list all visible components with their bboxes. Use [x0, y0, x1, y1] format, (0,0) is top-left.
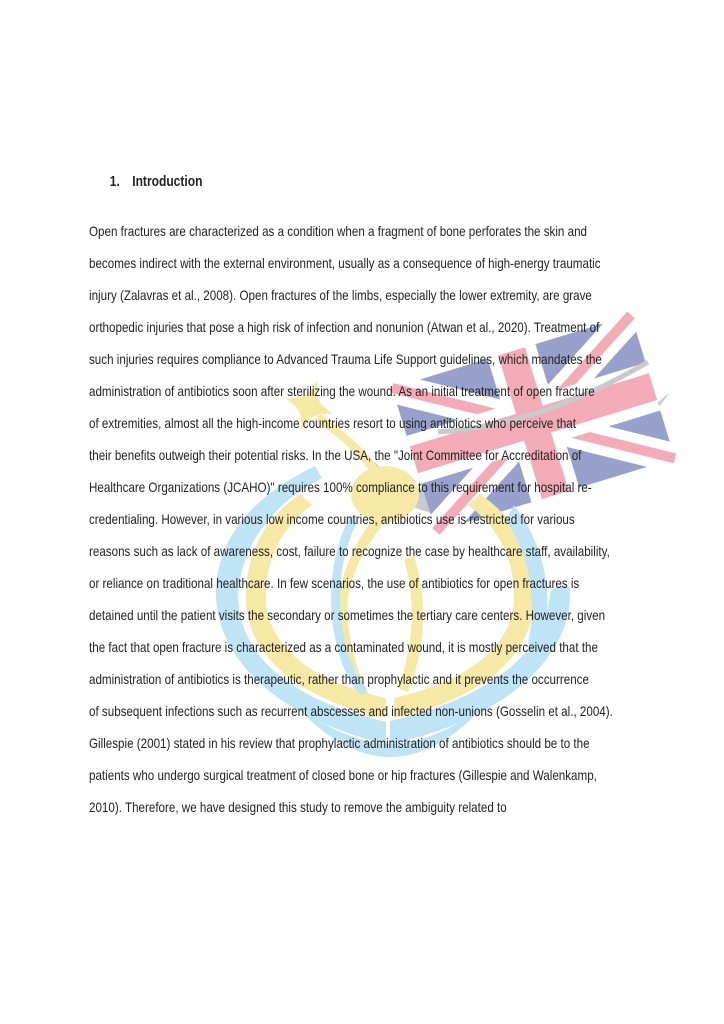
- heading-number: 1.: [109, 174, 120, 190]
- paragraph-line: becomes indirect with the external environment, usually as a consequence of high-energy traumatic: [89, 255, 601, 271]
- paragraph-line: orthopedic injuries that pose a high risk of infection and nonunion (Atwan et al., 2020). Treatment of: [89, 319, 600, 335]
- paragraph-line: of subsequent infections such as recurrent abscesses and infected non-unions (Gosselin et al., 2004).: [89, 703, 613, 719]
- paragraph-line: Gillespie (2001) stated in his review that prophylactic administration of antibiotics should be to the: [89, 735, 590, 751]
- section-heading: [89, 172, 687, 192]
- paragraph: [89, 215, 687, 823]
- paragraph-line: administration of antibiotics is therapeutic, rather than prophylactic and it prevents the occurrence: [89, 671, 589, 687]
- paragraph-line: Healthcare Organizations (JCAHO)" requires 100% compliance to this requirement for hospital re-: [89, 479, 592, 495]
- paragraph-line: reasons such as lack of awareness, cost, failure to recognize the case by healthcare staff, availability,: [89, 543, 610, 559]
- paragraph-line: detained until the patient visits the secondary or sometimes the tertiary care centers. However, given: [89, 607, 606, 623]
- paragraph-line: their benefits outweigh their potential risks. In the USA, the "Joint Committee for Accreditation of: [89, 447, 582, 463]
- paragraph-line: credentialing. However, in various low income countries, antibiotics use is restricted for various: [89, 511, 575, 527]
- paragraph-line: injury (Zalavras et al., 2008). Open fractures of the limbs, especially the lower extremity, are grave: [89, 287, 592, 303]
- paragraph-line: 2010). Therefore, we have designed this study to remove the ambiguity related to: [89, 799, 507, 815]
- paragraph-line: patients who undergo surgical treatment of closed bone or hip fractures (Gillespie and Walenkamp,: [89, 767, 597, 783]
- heading-title: Introduction: [132, 174, 203, 190]
- paragraph-line: or reliance on traditional healthcare. In few scenarios, the use of antibiotics for open fractures is: [89, 575, 580, 591]
- paragraph-line: of extremities, almost all the high-income countries resort to using antibiotics who perceive that: [89, 415, 576, 431]
- document-content: [89, 172, 687, 823]
- paragraph-line: the fact that open fracture is characterized as a contaminated wound, it is mostly perceived that the: [89, 639, 598, 655]
- paragraph-line: administration of antibiotics soon after sterilizing the wound. As an initial treatment of open fracture: [89, 383, 595, 399]
- paragraph-line: such injuries requires compliance to Advanced Trauma Life Support guidelines, which mandates the: [89, 351, 602, 367]
- paragraph-line: Open fractures are characterized as a condition when a fragment of bone perforates the skin and: [89, 223, 588, 239]
